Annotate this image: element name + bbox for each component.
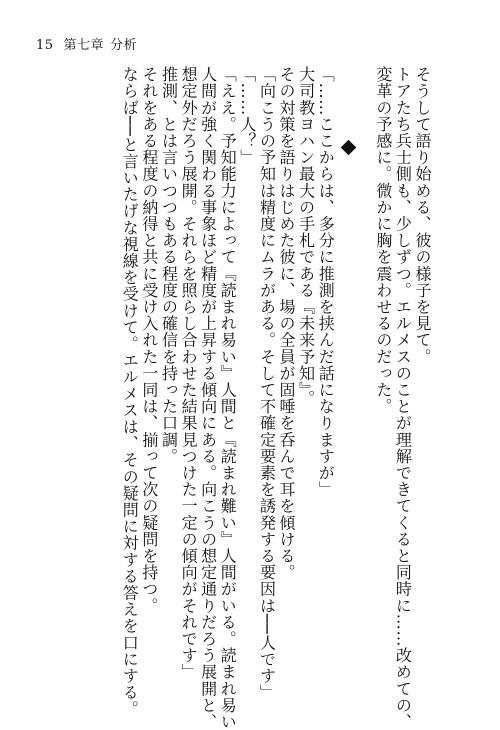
paragraph: トアたち兵士側も、少しずつ。エルメスのことが理解できてくると同時に……改めての、	[393, 66, 413, 730]
paragraph: ならば──と言いたげな視線を受けて。エルメスは、その疑問に対する答えを口にする。	[120, 66, 140, 718]
section-break	[335, 66, 373, 686]
paragraph: 「……人？」	[237, 66, 257, 166]
section-title: 分析	[110, 38, 138, 53]
page-number: 15	[36, 38, 54, 53]
paragraph: 変革の予感に。微かに胸を震わせるのだった。	[373, 66, 393, 415]
paragraph: そうして語り始める、彼の様子を見て。	[413, 66, 432, 365]
diamond-icon	[341, 140, 357, 156]
paragraph: 「ええ。予知能力によって『読まれ易い』人間と『読まれ難い』人間がいる。読まれ易い	[218, 66, 238, 730]
paragraph: 「向こうの予知は精度にムラがある。そして不確定要素を誘発する要因は──人です」	[257, 66, 277, 701]
paragraph: 想定外だろう展開。それらを照らし合わせた結果見つけた一定の傾向がそれです」	[179, 66, 199, 681]
paragraph: 大司教ヨハン最大の手札である『未来予知』。	[296, 66, 316, 407]
vertical-body-text	[120, 66, 432, 730]
paragraph: それをある程度の納得と共に受け入れた一同は、揃って次の疑問を持つ。	[139, 66, 159, 614]
paragraph: 推測、とは言いつつもある程度の確信を持った口調。	[159, 66, 179, 465]
running-header	[36, 34, 137, 53]
paragraph: その対策を語りはじめた彼に、場の全員が固唾を呑んで耳を傾ける。	[277, 66, 297, 581]
paragraph: 「……ここからは、多分に推測を挟んだ話になりますが」	[316, 66, 336, 498]
paragraph: 人間が強く関わる事象ほど精度が上昇する傾向にある。向こうの想定通りだろう展開と、	[198, 66, 218, 730]
chapter-title: 第七章	[63, 38, 105, 53]
